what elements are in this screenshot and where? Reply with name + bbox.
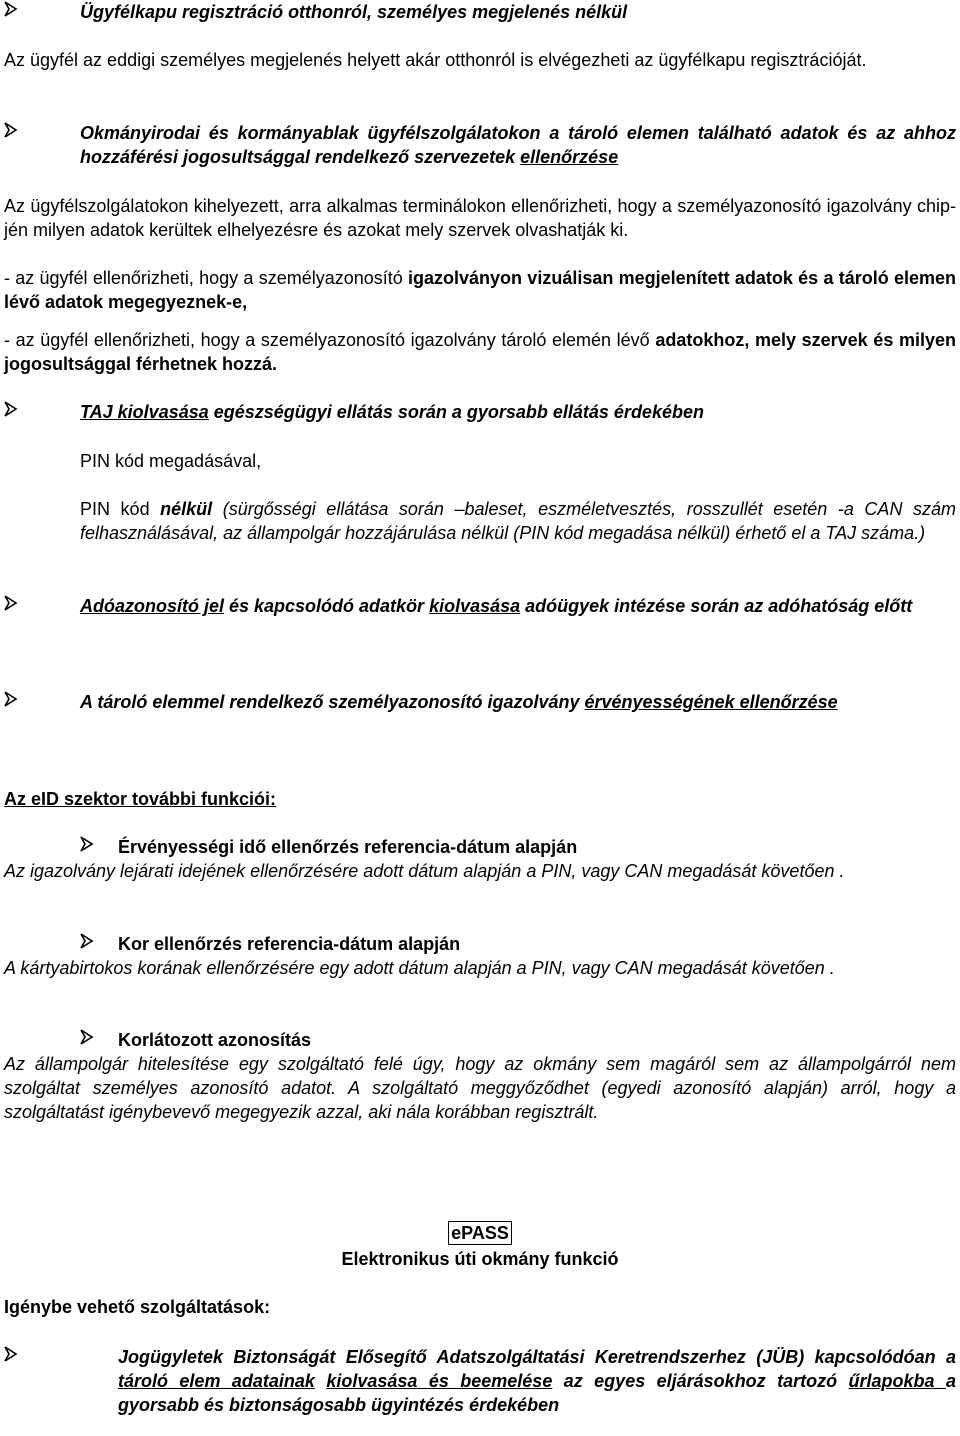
arrowhead-bullet-icon [4, 690, 64, 708]
arrowhead-bullet-icon [80, 1028, 140, 1046]
paragraph: Az igazolvány lejárati idejének ellenőrzésére adott dátum alapján a PIN, vagy CAN megadását követően . [4, 861, 845, 881]
service-title: Jogügyletek Biztonságát Elősegítő Adatszolgáltatási Keretrendszerhez (JÜB) kapcsolódóan a tároló elem adatainak kiolvasása és beemelése az egyes eljárásokhoz tartozó űrlapokba a gyorsabb és biztonságosabb ügyintézés érdekében [118, 1347, 956, 1415]
paragraph: PIN kód megadásával, [80, 451, 262, 471]
bullet-item-taj [4, 400, 956, 424]
function-title: Korlátozott azonosítás [118, 1030, 312, 1050]
arrowhead-bullet-icon [80, 932, 140, 950]
eid-heading: Az eID szektor további funkciói: [4, 789, 277, 809]
section-title: TAJ kiolvasása egészségügyi ellátás során a gyorsabb ellátás érdekében [80, 402, 704, 422]
paragraph: - az ügyfél ellenőrizheti, hogy a személyazonosító igazolványon vizuálisan megjelenített adatok és a tároló elemen lévő adatok megegyeznek-e, [4, 268, 957, 312]
arrowhead-bullet-icon [4, 121, 64, 139]
services-heading: Igénybe vehető szolgáltatások: [4, 1297, 271, 1317]
arrowhead-bullet-icon [80, 835, 140, 853]
section-title: A tároló elemmel rendelkező személyazonosító igazolvány érvényességének ellenőrzése [80, 692, 838, 712]
section-title: Adóazonosító jel és kapcsolódó adatkör kiolvasása adóügyek intézése során az adóhatóság előtt [80, 596, 913, 616]
bullet-item-ugyfelkapu [4, 0, 956, 24]
bullet-item-jub [4, 1345, 956, 1417]
bullet-item-okmanyiroda [4, 121, 956, 169]
function-title: Érvényességi idő ellenőrzés referencia-dátum alapján [118, 837, 578, 857]
arrowhead-bullet-icon [4, 594, 64, 612]
arrowhead-bullet-icon [4, 0, 64, 18]
bullet-item-kor-ellenorzes [4, 932, 956, 956]
bullet-item-ervenyessegi-ido [4, 835, 956, 859]
paragraph: PIN kód nélkül (sürgősségi ellátása során –baleset, eszméletvesztés, rosszullét esetén -a CAN szám felhasználásával, az állampolgár hozzájárulása nélkül (PIN kód megadása nélkül) érhető el a TAJ száma.) [80, 499, 956, 543]
bullet-item-adoazonosito [4, 594, 956, 618]
bullet-item-korlatozott-azonositas [4, 1028, 956, 1052]
arrowhead-bullet-icon [4, 400, 64, 418]
paragraph: Az állampolgár hitelesítése egy szolgáltató felé úgy, hogy az okmány sem magáról sem az állampolgárról nem szolgáltat személyes azonosító adatot. A szolgáltató meggyőződhet (egyedi azonosító alapján) arról, hogy a szolgáltatást igénybevevő megegyezik azzal, aki nála korábban regisztrált. [4, 1054, 956, 1122]
paragraph: Az ügyfél az eddigi személyes megjelenés helyett akár otthonról is elvégezheti az ügyfélkapu regisztrációját. [4, 50, 867, 70]
section-title: Okmányirodai és kormányablak ügyfélszolgálatokon a tároló elemen található adatok és az ahhoz hozzáférési jogosultsággal rendelkező szervezetek ellenőrzése [80, 123, 956, 167]
epass-subtitle: Elektronikus úti okmány funkció [341, 1249, 619, 1269]
arrowhead-bullet-icon [4, 1345, 64, 1363]
epass-title: ePASS [448, 1221, 512, 1245]
paragraph: A kártyabirtokos korának ellenőrzésére egy adott dátum alapján a PIN, vagy CAN megadását követően . [4, 958, 835, 978]
epass-title-wrap [4, 1221, 956, 1245]
section-title: Ügyfélkapu regisztráció otthonról, személyes megjelenés nélkül [80, 2, 628, 22]
function-title: Kor ellenőrzés referencia-dátum alapján [118, 934, 461, 954]
bullet-item-ervenyesseg [4, 690, 956, 714]
paragraph: - az ügyfél ellenőrizheti, hogy a személyazonosító igazolvány tároló elemén lévő adatokhoz, mely szervek és milyen jogosultsággal férhetnek hozzá. [4, 330, 956, 374]
paragraph: Az ügyfélszolgálatokon kihelyezett, arra alkalmas terminálokon ellenőrizheti, hogy a személyazonosító igazolvány chip-jén milyen adatok kerültek elhelyezésre és azokat mely szervek olvashatják ki. [4, 196, 956, 240]
